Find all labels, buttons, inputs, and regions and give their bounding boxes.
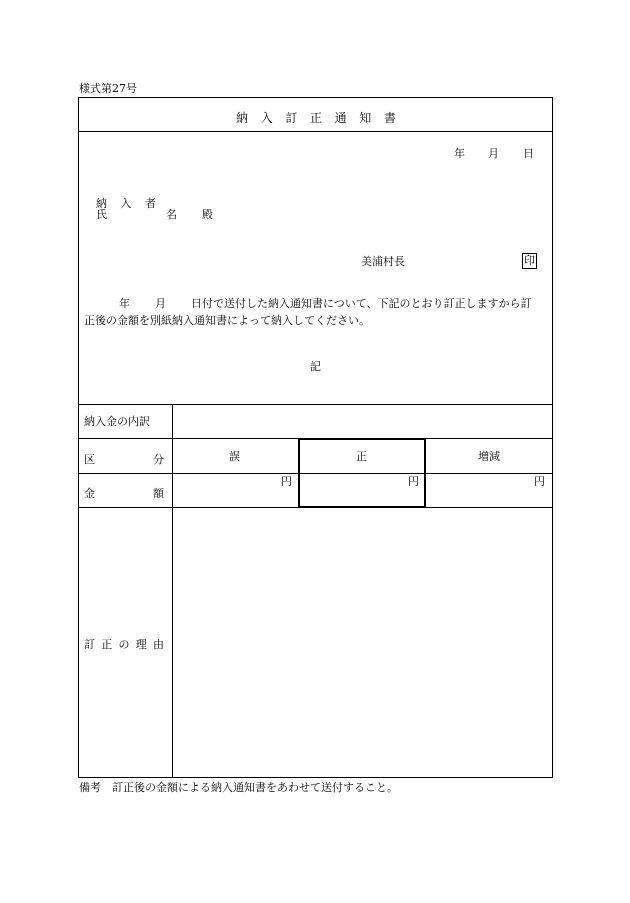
body-month: 月	[155, 297, 166, 310]
col-header-wrong: 誤	[229, 450, 240, 463]
name-label-left: 氏	[96, 208, 107, 221]
date-year: 年	[454, 147, 465, 160]
category-label: 区 分	[84, 453, 164, 466]
body-text-line2: 正後の金額を別紙納入通知書によって納入してください。	[84, 314, 370, 327]
note-heading: 記	[310, 360, 321, 373]
col-header-change: 増減	[478, 450, 500, 463]
currency-wrong: 円	[281, 475, 292, 488]
issuer-name: 美浦村長	[361, 255, 405, 268]
label-column-line	[172, 404, 173, 778]
table-top-line	[78, 404, 553, 405]
name-label-middle: 名	[166, 208, 177, 221]
date-month: 月	[488, 147, 499, 160]
body-text-line1: 日付で送付した納入通知書について、下記のとおり訂正しますから訂	[191, 297, 532, 310]
name-honorific: 殿	[202, 208, 213, 221]
amount-label: 金 額	[84, 487, 164, 500]
body-year: 年	[119, 297, 130, 310]
correct-column-box	[298, 438, 426, 508]
form-number: 様式第27号	[79, 82, 137, 95]
currency-change: 円	[534, 475, 545, 488]
date-day: 日	[523, 147, 534, 160]
footer-note: 備考 訂正後の金額による納入通知書をあわせて送付すること。	[79, 781, 398, 794]
form-title: 納 入 訂 正 通 知 書	[236, 111, 396, 125]
payer-label: 納 入 者	[96, 197, 156, 210]
title-divider	[78, 131, 553, 132]
col-header-correct: 正	[356, 450, 367, 463]
reason-label: 訂 正 の 理 由	[84, 638, 164, 651]
breakdown-label: 納入金の内訳	[84, 415, 150, 428]
seal-stamp: 印	[524, 254, 535, 267]
currency-correct: 円	[408, 475, 419, 488]
